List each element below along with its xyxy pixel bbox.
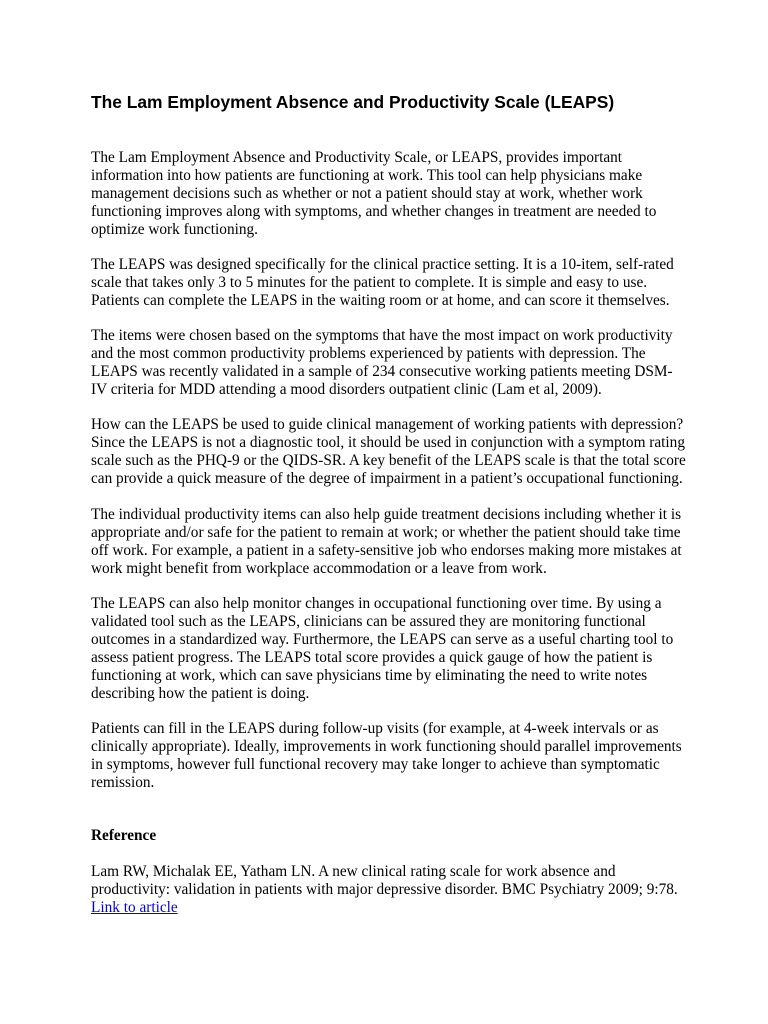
paragraph-design (91, 256, 683, 310)
paragraph-line: functioning at work, which can save physicians time by eliminating the need to write notes (91, 667, 648, 685)
paragraph-line: The LEAPS was designed specifically for the clinical practice setting. It is a 10-item, self-rated (91, 256, 674, 273)
paragraph-line: assess patient progress. The LEAPS total score provides a quick gauge of how the patient is (91, 649, 653, 667)
paragraph-line: clinically appropriate). Ideally, improvements in work functioning should parallel improvements (91, 738, 682, 756)
paragraph-line: management decisions such as whether or not a patient should stay at work, whether work (91, 185, 643, 203)
paragraph-line: Patients can complete the LEAPS in the waiting room or at home, and can score it themselves. (91, 292, 670, 310)
reference-citation (91, 863, 683, 917)
paragraph-line: appropriate and/or safe for the patient to remain at work; or whether the patient should take time (91, 524, 681, 542)
paragraph-line: The Lam Employment Absence and Productivity Scale, or LEAPS, provides important (91, 149, 623, 166)
document-title: The Lam Employment Absence and Productivity Scale (LEAPS) (91, 92, 615, 112)
paragraph-monitoring (91, 595, 683, 704)
paragraph-line: in symptoms, however full functional recovery may take longer to achieve than symptomatic (91, 756, 660, 774)
paragraph-line: outcomes in a standardized way. Furthermore, the LEAPS can serve as a useful charting tool to (91, 631, 674, 649)
paragraph-line: The individual productivity items can also help guide treatment decisions including whether it is (91, 506, 682, 523)
paragraph-line: The LEAPS can also help monitor changes in occupational functioning over time. By using a (91, 595, 662, 612)
paragraph-line: scale such as the PHQ-9 or the QIDS-SR. A key benefit of the LEAPS scale is that the total score (91, 452, 686, 470)
paragraph-line: work might benefit from workplace accommodation or a leave from work. (91, 560, 547, 578)
reference-line: productivity: validation in patients with major depressive disorder. BMC Psychiatry 2009; 9:78. (91, 881, 678, 899)
paragraph-line: remission. (91, 774, 155, 792)
paragraph-line: Patients can fill in the LEAPS during follow-up visits (for example, at 4-week intervals or as (91, 720, 659, 737)
link-to-article[interactable]: Link to article (91, 899, 178, 917)
paragraph-line: describing how the patient is doing. (91, 685, 310, 703)
reference-line: Lam RW, Michalak EE, Yatham LN. A new clinical rating scale for work absence and (91, 863, 616, 880)
paragraph-line: information into how patients are functioning at work. This tool can help physicians make (91, 167, 643, 185)
paragraph-line: and the most common productivity problems experienced by patients with depression. The (91, 345, 646, 363)
paragraph-line: optimize work functioning. (91, 221, 258, 239)
paragraph-line: scale that takes only 3 to 5 minutes for the patient to complete. It is simple and easy to use. (91, 274, 648, 292)
paragraph-line: LEAPS was recently validated in a sample of 234 consecutive working patients meeting DSM- (91, 363, 673, 381)
paragraph-treatment-decisions (91, 506, 683, 578)
reference-heading: Reference (91, 827, 157, 844)
paragraph-line: IV criteria for MDD attending a mood disorders outpatient clinic (Lam et al, 2009). (91, 381, 602, 399)
paragraph-line: can provide a quick measure of the degree of impairment in a patient’s occupational functioning. (91, 470, 683, 488)
paragraph-intro (91, 149, 683, 239)
paragraph-line: How can the LEAPS be used to guide clinical management of working patients with depression? (91, 416, 684, 433)
paragraph-line: functioning improves along with symptoms, and whether changes in treatment are needed to (91, 203, 657, 221)
paragraph-validation (91, 327, 683, 399)
paragraph-line: off work. For example, a patient in a safety-sensitive job who endorses making more mistakes at (91, 542, 682, 560)
paragraph-line: validated tool such as the LEAPS, clinicians can be assured they are monitoring functional (91, 613, 646, 631)
paragraph-line: The items were chosen based on the symptoms that have the most impact on work productivity (91, 327, 673, 344)
paragraph-clinical-management (91, 416, 686, 488)
paragraph-follow-up (91, 720, 683, 792)
paragraph-line: Since the LEAPS is not a diagnostic tool, it should be used in conjunction with a symptom rating (91, 434, 685, 452)
